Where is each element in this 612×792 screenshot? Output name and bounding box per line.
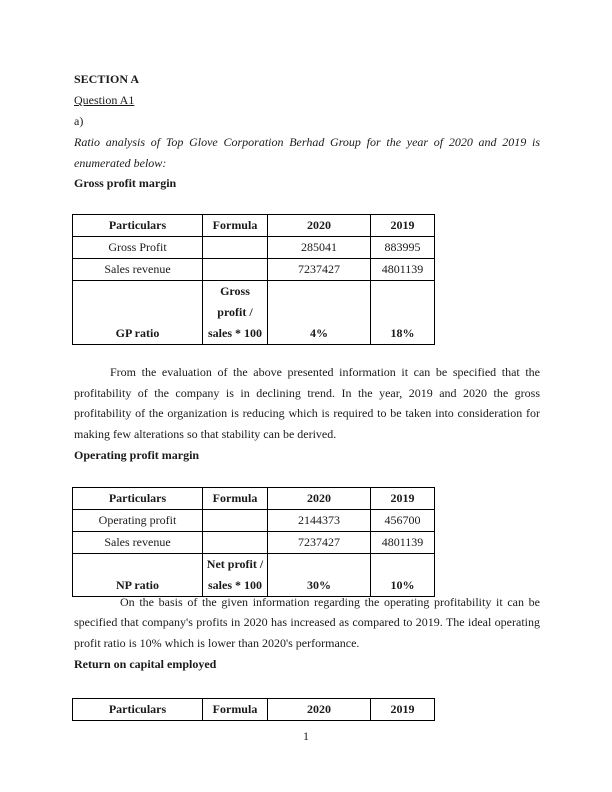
table-header-row xyxy=(73,699,435,721)
cell-particular: Sales revenue xyxy=(73,259,203,281)
paragraph-2-line-3: profit ratio is 10% which is lower than 2020's performance. xyxy=(74,636,360,650)
header-particulars: Particulars xyxy=(73,699,203,721)
cell-2020: 285041 xyxy=(268,237,371,259)
formula-line: Net profit / xyxy=(206,557,264,571)
paragraph-2-line-1: On the basis of the given information regarding the operating profitability it can be xyxy=(120,595,540,609)
heading-operating-profit-margin: Operating profit margin xyxy=(74,448,200,462)
formula-line: sales * 100 xyxy=(208,578,262,592)
formula-line: sales * 100 xyxy=(208,326,262,340)
intro-line-2: enumerated below: xyxy=(74,156,167,170)
cell-formula xyxy=(203,237,268,259)
cell-2019: 4801139 xyxy=(371,259,435,281)
ratio-row xyxy=(73,281,435,345)
header-2020: 2020 xyxy=(268,699,371,721)
ratio-formula xyxy=(203,281,268,345)
paragraph-1-line-2: profitability of the company is in declining trend. In the year, 2019 and 2020 the gross xyxy=(74,386,540,400)
cell-particular: Sales revenue xyxy=(73,532,203,554)
cell-formula xyxy=(203,259,268,281)
header-2020: 2020 xyxy=(268,215,371,237)
cell-2019: 456700 xyxy=(371,510,435,532)
table-row xyxy=(73,259,435,281)
header-formula: Formula xyxy=(203,215,268,237)
intro-line-1: Ratio analysis of Top Glove Corporation Berhad Group for the year of 2020 and 2019 is xyxy=(74,135,540,149)
cell-formula xyxy=(203,532,268,554)
ratio-2019: 18% xyxy=(371,281,435,345)
cell-2020: 7237427 xyxy=(268,259,371,281)
cell-2020: 2144373 xyxy=(268,510,371,532)
cell-formula xyxy=(203,510,268,532)
table-row xyxy=(73,532,435,554)
table-header-row xyxy=(73,215,435,237)
table-row xyxy=(73,510,435,532)
paragraph-1-line-4: making few alterations so that stability can be derived. xyxy=(74,427,337,441)
cell-particular: Operating profit xyxy=(73,510,203,532)
header-2020: 2020 xyxy=(268,488,371,510)
header-2019: 2019 xyxy=(371,215,435,237)
paragraph-1-line-3: profitability of the organization is reducing which is required to be taken into consideration for xyxy=(74,406,540,420)
ratio-label: NP ratio xyxy=(73,554,203,597)
formula-line: profit / xyxy=(217,305,253,319)
ratio-label: GP ratio xyxy=(73,281,203,345)
cell-2019: 883995 xyxy=(371,237,435,259)
ratio-2019: 10% xyxy=(371,554,435,597)
part-label: a) xyxy=(74,114,84,128)
ratio-2020: 4% xyxy=(268,281,371,345)
paragraph-2-line-2: specified that company's profits in 2020 has increased as compared to 2019. The ideal operating xyxy=(74,615,540,629)
header-2019: 2019 xyxy=(371,699,435,721)
question-label: Question A1 xyxy=(74,93,135,107)
header-formula: Formula xyxy=(203,488,268,510)
page-number: 1 xyxy=(303,729,309,743)
roce-table xyxy=(72,698,435,721)
ratio-2020: 30% xyxy=(268,554,371,597)
cell-particular: Gross Profit xyxy=(73,237,203,259)
section-title: SECTION A xyxy=(74,72,140,86)
cell-2020: 7237427 xyxy=(268,532,371,554)
ratio-row xyxy=(73,554,435,597)
cell-2019: 4801139 xyxy=(371,532,435,554)
paragraph-1-line-1: From the evaluation of the above presented information it can be specified that the xyxy=(110,365,540,379)
table-header-row xyxy=(73,488,435,510)
gross-profit-table xyxy=(72,214,435,345)
ratio-formula xyxy=(203,554,268,597)
heading-gross-profit-margin: Gross profit margin xyxy=(74,176,177,190)
table-row xyxy=(73,237,435,259)
header-formula: Formula xyxy=(203,699,268,721)
header-particulars: Particulars xyxy=(73,215,203,237)
header-particulars: Particulars xyxy=(73,488,203,510)
formula-line: Gross xyxy=(220,284,250,298)
heading-return-on-capital-employed: Return on capital employed xyxy=(74,657,217,671)
header-2019: 2019 xyxy=(371,488,435,510)
operating-profit-table xyxy=(72,487,435,597)
